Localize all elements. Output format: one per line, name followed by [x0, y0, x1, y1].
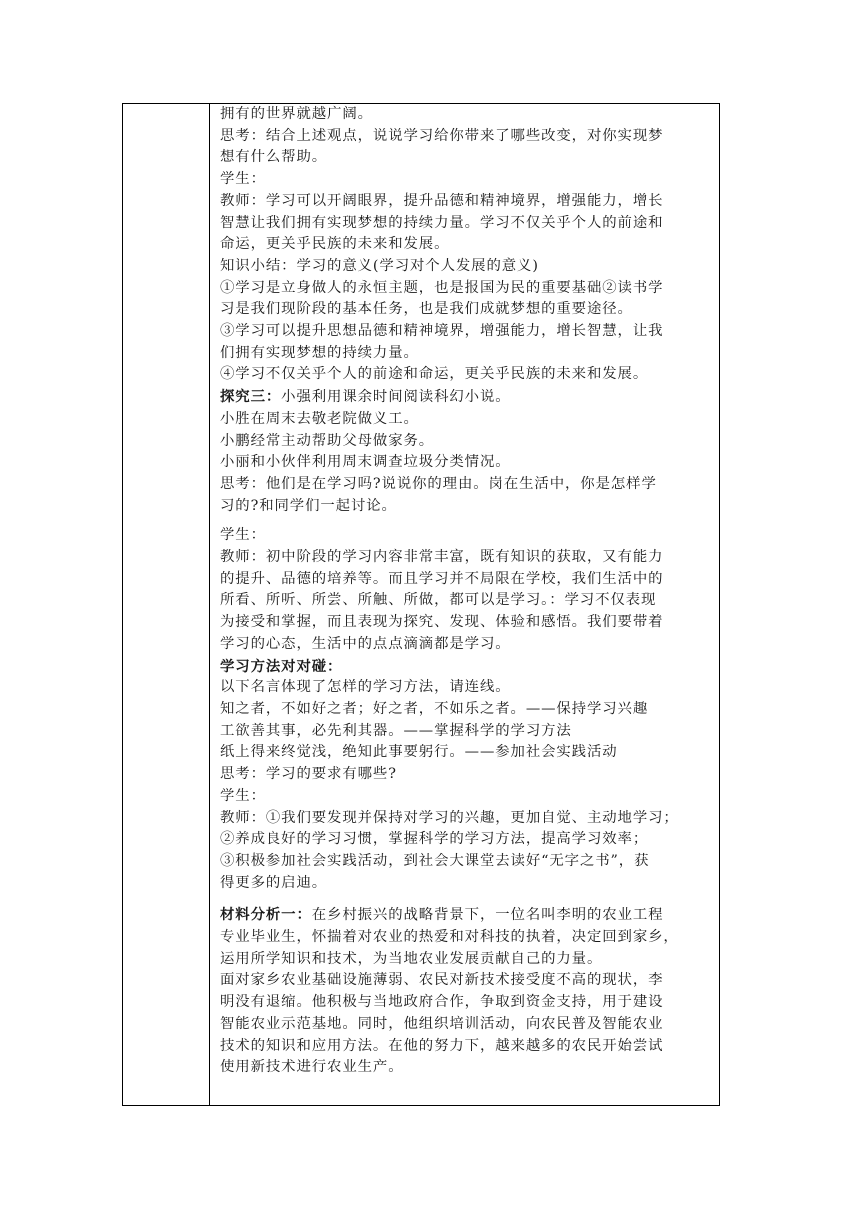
section-learning-method	[220, 677, 711, 894]
material-line	[220, 904, 711, 927]
material-first-text: 在乡村振兴的战略背景下，一位名叫李明的农业工程	[311, 907, 664, 924]
section-explore3	[220, 409, 711, 518]
text-line: 技术的知识和应用方法。在他的努力下，越来越多的农民开始尝试	[220, 1037, 664, 1054]
text-line: 习是我们现阶段的基本任务，也是我们成就梦想的重要途径。	[220, 301, 633, 318]
text-line: 学生：	[220, 527, 266, 544]
section-material	[220, 927, 711, 1079]
text-line: 为接受和掌握，而且表现为探究、发现、体验和感悟。我们要带着	[220, 614, 664, 631]
text-line: 智能农业示范基地。同时，他组织培训活动，向农民普及智能农业	[220, 1015, 664, 1032]
text-line: 命运，更关乎民族的未来和发展。	[220, 236, 450, 253]
text-line: 明没有退缩。他积极与当地政府合作，争取到资金支持，用于建设	[220, 994, 664, 1011]
content-table	[122, 103, 720, 1106]
text-line: 学习的心态，生活中的点点滴滴都是学习。	[220, 635, 511, 652]
text-line: 小丽和小伙伴利用周末调查垃圾分类情况。	[220, 454, 511, 471]
label-column	[123, 104, 210, 1105]
text-line: 以下名言体现了怎样的学习方法，请连线。	[220, 679, 511, 696]
text-line: 面对家乡农业基础设施薄弱、农民对新技术接受度不高的现状，李	[220, 972, 664, 989]
text-line: 小胜在周末去敬老院做义工。	[220, 410, 419, 427]
content-column	[210, 104, 719, 1105]
text-line: 思考：学习的要求有哪些?	[220, 766, 397, 783]
text-line: ③学习可以提升思想品德和精神境界，增强能力，增长智慧，让我	[220, 323, 664, 340]
text-line: 教师：学习可以开阔眼界，提升品德和精神境界，增强能力，增长	[220, 192, 664, 209]
text-line: 知之者，不如好之者；好之者，不如乐之者。——保持学习兴趣	[220, 700, 649, 717]
text-line: ③积极参加社会实践活动，到社会大课堂去读好“无字之书”，获	[220, 852, 650, 869]
text-line: 思考：他们是在学习吗?说说你的理由。岗在生活中，你是怎样学	[220, 475, 657, 492]
text-line: 教师：①我们要发现并保持对学习的兴趣，更加自觉、主动地学习；	[220, 809, 679, 826]
text-line: ①学习是立身做人的永恒主题，也是报国为民的重要基础②读书学	[220, 279, 664, 296]
text-line: 思考：结合上述观点，说说学习给你带来了哪些改变，对你实现梦	[220, 127, 664, 144]
text-line: 工欲善其事，必先利其器。——掌握科学的学习方法	[220, 722, 572, 739]
text-line: 得更多的启迪。	[220, 874, 328, 891]
text-line: 拥有的世界就越广阔。	[220, 106, 373, 122]
text-line: 知识小结：学习的意义(学习对个人发展的意义)	[220, 257, 539, 274]
method-heading: 学习方法对对碰：	[220, 657, 343, 675]
section-learning-meaning	[220, 104, 711, 386]
text-line: 纸上得来终觉浅，绝知此事要躬行。——参加社会实践活动	[220, 744, 618, 761]
text-line: 专业毕业生，怀揣着对农业的热爱和对科技的执着，决定回到家乡，	[220, 929, 679, 946]
text-line: 学生：	[220, 787, 266, 804]
text-line: 小鹏经常主动帮助父母做家务。	[220, 432, 435, 449]
text-line: 们拥有实现梦想的持续力量。	[220, 344, 419, 361]
text-line: 教师：初中阶段的学习内容非常丰富，既有知识的获取，又有能力	[220, 549, 664, 566]
material-heading: 材料分析一：	[220, 906, 312, 924]
text-line: ④学习不仅关乎个人的前途和命运，更关乎民族的未来和发展。	[220, 366, 649, 383]
explore3-heading: 探究三：	[220, 388, 282, 406]
explore3-text: 小强利用课余时间阅读科幻小说。	[281, 389, 511, 406]
section-teacher-answer	[220, 525, 711, 655]
text-line: 所看、所听、所尝、所触、所做，都可以是学习。：学习不仅表现	[220, 592, 657, 609]
text-line: 运用所学知识和技术，为当地农业发展贡献自己的力量。	[220, 950, 603, 967]
text-line: 使用新技术进行农业生产。	[220, 1059, 404, 1076]
text-line: 想有什么帮助。	[220, 149, 328, 166]
text-line: ②养成良好的学习习惯，掌握科学的学习方法，提高学习效率；	[220, 831, 649, 848]
text-line: 智慧让我们拥有实现梦想的持续力量。学习不仅关乎个人的前途和	[220, 214, 664, 231]
text-line: 习的?和同学们一起讨论。	[220, 497, 397, 514]
explore3-line	[220, 386, 711, 409]
text-line: 的提升、品德的培养等。而且学习并不局限在学校，我们生活中的	[220, 570, 664, 587]
text-line: 学生：	[220, 171, 266, 188]
